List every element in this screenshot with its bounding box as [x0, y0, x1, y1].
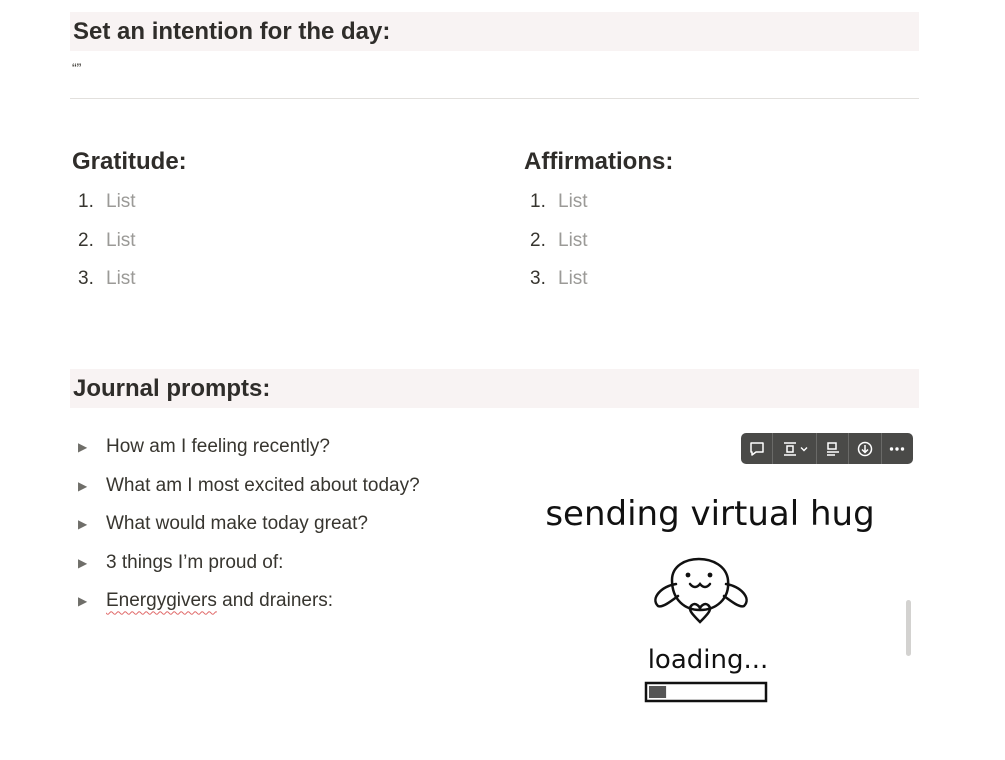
- loading-bar-fill: [649, 686, 666, 698]
- download-button[interactable]: [849, 433, 881, 464]
- caption-button[interactable]: [817, 433, 849, 464]
- toggle-item[interactable]: [78, 582, 420, 621]
- align-button[interactable]: [773, 433, 817, 464]
- list-item[interactable]: [530, 186, 588, 225]
- comment-icon: [748, 440, 766, 458]
- toggle-triangle-icon[interactable]: ▶: [78, 594, 88, 609]
- list-placeholder: List: [558, 191, 588, 212]
- list-item[interactable]: [78, 263, 136, 302]
- list-placeholder: List: [106, 229, 136, 251]
- toggle-item[interactable]: [78, 544, 420, 583]
- journal-prompts-heading[interactable]: Journal prompts:: [70, 369, 919, 408]
- comment-button[interactable]: [741, 433, 773, 464]
- list-number: 2.: [530, 229, 546, 251]
- hug-caption-top: sending virtual hug: [545, 494, 875, 534]
- list-number: 3.: [530, 268, 546, 289]
- toggle-triangle-icon[interactable]: ▶: [78, 440, 88, 455]
- affirmations-heading[interactable]: Affirmations:: [524, 148, 674, 175]
- list-number: 2.: [78, 229, 94, 251]
- list-placeholder: List: [106, 268, 136, 289]
- list-item[interactable]: [78, 186, 136, 225]
- list-number: 1.: [530, 191, 546, 212]
- misspelled-word[interactable]: Energygivers: [106, 590, 217, 612]
- affirmations-list: [530, 186, 588, 302]
- hug-caption-bottom: loading...: [647, 645, 769, 675]
- align-icon: [781, 440, 799, 458]
- list-placeholder: List: [558, 268, 588, 289]
- toggle-label: 3 things I’m proud of:: [106, 551, 284, 573]
- scrollbar[interactable]: [906, 600, 911, 656]
- toggle-label: How am I feeling recently?: [106, 436, 330, 458]
- download-icon: [856, 440, 874, 458]
- toggle-label: What would make today great?: [106, 513, 368, 535]
- list-item[interactable]: [530, 225, 588, 264]
- toggle-label: What am I most excited about today?: [106, 474, 420, 496]
- quote-text[interactable]: “”: [72, 60, 82, 76]
- toggle-item[interactable]: [78, 428, 420, 467]
- divider: [70, 98, 919, 99]
- toggle-triangle-icon[interactable]: ▶: [78, 517, 88, 532]
- more-button[interactable]: [882, 433, 913, 464]
- caption-icon: [824, 440, 842, 458]
- intention-heading[interactable]: Set an intention for the day:: [70, 12, 919, 51]
- toggle-triangle-icon[interactable]: ▶: [78, 555, 88, 570]
- list-item[interactable]: [530, 263, 588, 302]
- virtual-hug-image[interactable]: [540, 480, 900, 720]
- toggle-label: [106, 585, 333, 617]
- list-number: 1.: [78, 191, 94, 212]
- toggle-item[interactable]: [78, 505, 420, 544]
- toggle-triangle-icon[interactable]: ▶: [78, 478, 88, 493]
- gratitude-list: [78, 186, 136, 302]
- image-toolbar: [741, 433, 913, 464]
- list-item[interactable]: [78, 225, 136, 264]
- gratitude-heading[interactable]: Gratitude:: [72, 148, 187, 175]
- chevron-down-icon: [799, 444, 809, 454]
- list-placeholder: List: [558, 229, 588, 251]
- list-placeholder: List: [106, 191, 136, 212]
- hug-eye: [686, 573, 691, 578]
- journal-prompts-list: [78, 428, 420, 621]
- toggle-label-rest: and drainers:: [216, 590, 334, 612]
- list-number: 3.: [78, 268, 94, 289]
- more-icon: [888, 440, 906, 458]
- hug-character-icon: [655, 559, 746, 622]
- toggle-item[interactable]: [78, 467, 420, 506]
- hug-eye: [708, 573, 713, 578]
